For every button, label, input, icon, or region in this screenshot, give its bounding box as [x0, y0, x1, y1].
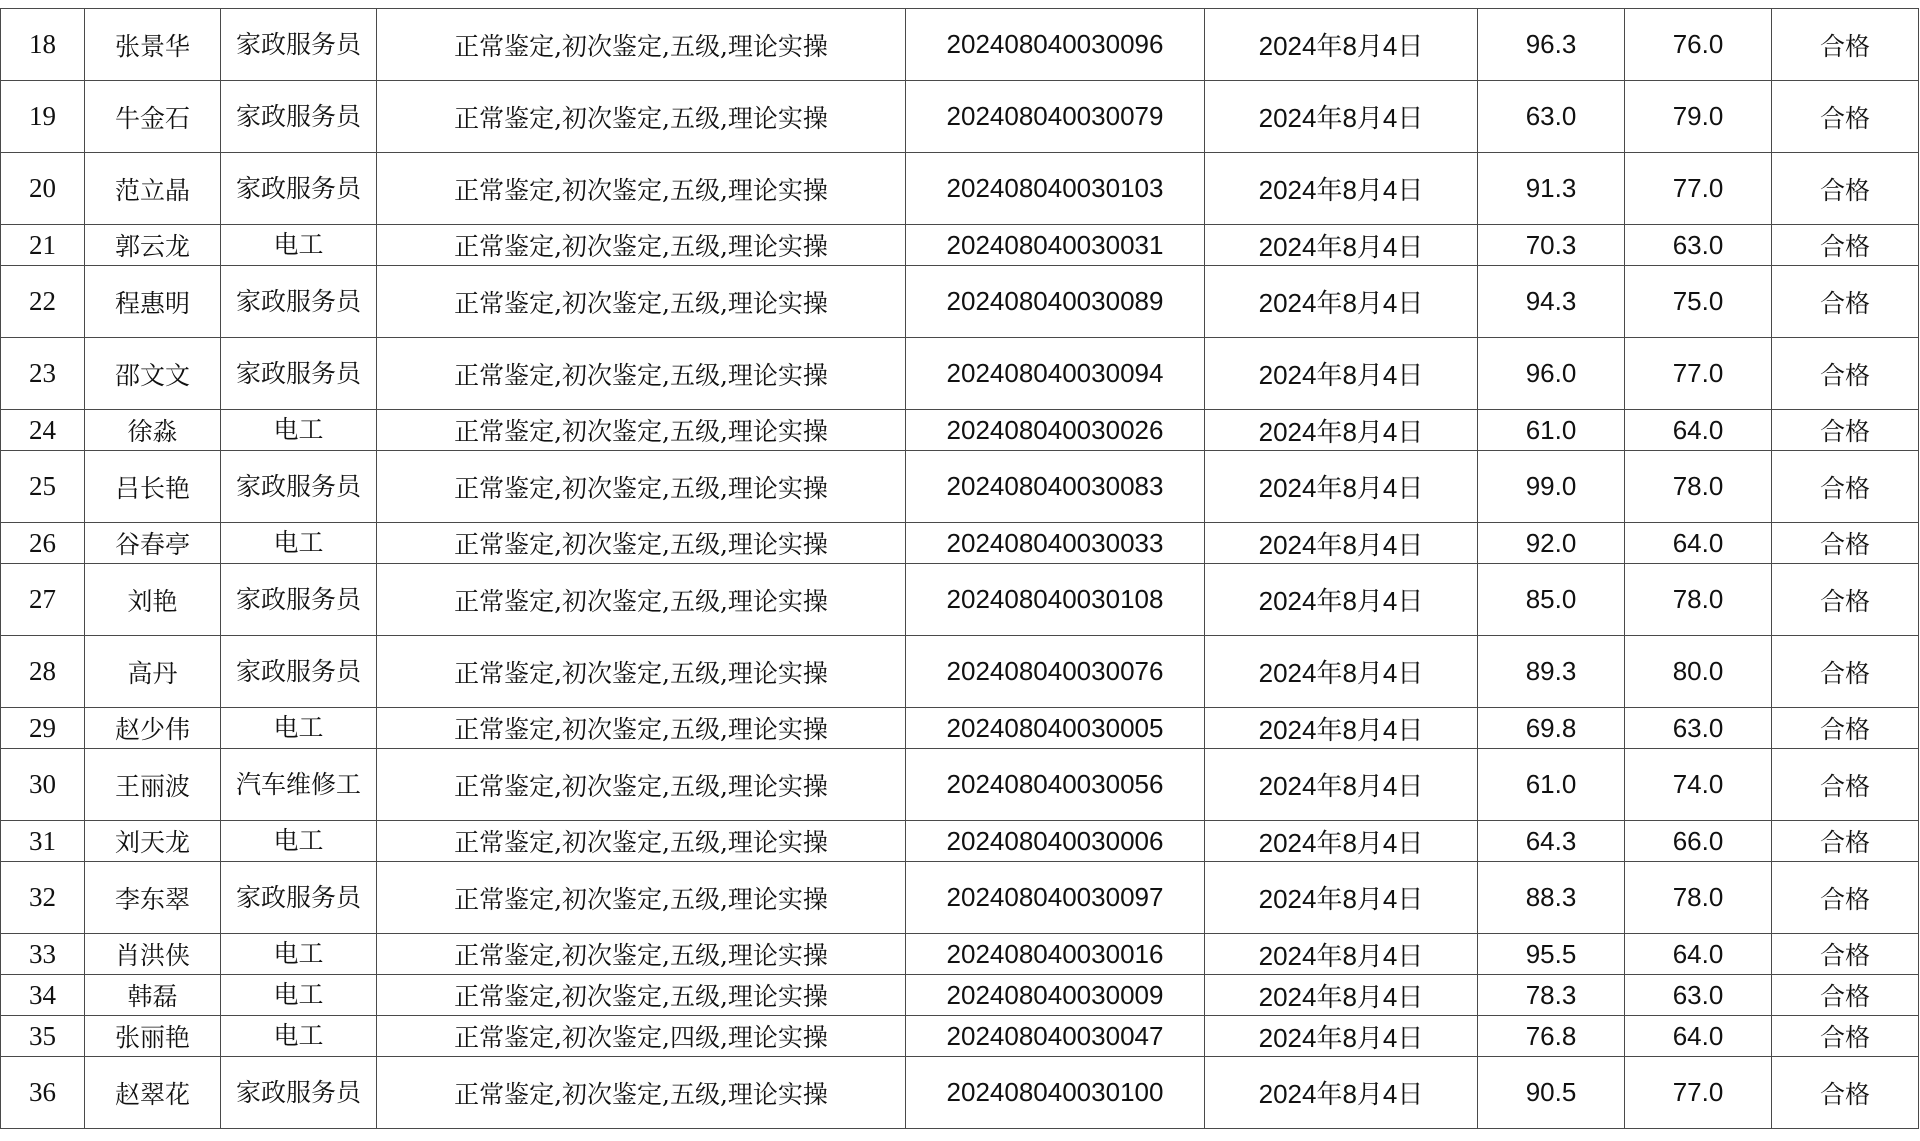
category-cell: 正常鉴定,初次鉴定,五级,理论实操	[377, 225, 906, 266]
theory-score-cell: 61.0	[1478, 749, 1625, 821]
table-row	[1, 410, 1919, 451]
certificate-number-cell: 202408040030047	[906, 1016, 1205, 1057]
result-cell: 合格	[1772, 708, 1919, 749]
date-cell: 2024年8月4日	[1205, 153, 1478, 225]
date-cell: 2024年8月4日	[1205, 266, 1478, 338]
result-cell: 合格	[1772, 81, 1919, 153]
name-cell: 高丹	[85, 636, 221, 708]
table-row	[1, 451, 1919, 523]
certificate-number-cell: 202408040030005	[906, 708, 1205, 749]
category-cell: 正常鉴定,初次鉴定,五级,理论实操	[377, 81, 906, 153]
date-cell: 2024年8月4日	[1205, 1016, 1478, 1057]
row-number-cell: 33	[1, 934, 85, 975]
table-row	[1, 153, 1919, 225]
trade-cell: 家政服务员	[221, 451, 377, 523]
table-row	[1, 225, 1919, 266]
trade-cell: 电工	[221, 975, 377, 1016]
result-cell: 合格	[1772, 1016, 1919, 1057]
table-row	[1, 862, 1919, 934]
date-cell: 2024年8月4日	[1205, 225, 1478, 266]
practice-score-cell: 79.0	[1625, 81, 1772, 153]
row-number-cell: 28	[1, 636, 85, 708]
certificate-number-cell: 202408040030103	[906, 153, 1205, 225]
name-cell: 刘天龙	[85, 821, 221, 862]
certificate-number-cell: 202408040030006	[906, 821, 1205, 862]
category-cell: 正常鉴定,初次鉴定,五级,理论实操	[377, 410, 906, 451]
row-number-cell: 29	[1, 708, 85, 749]
trade-cell: 家政服务员	[221, 9, 377, 81]
table-row	[1, 1016, 1919, 1057]
practice-score-cell: 77.0	[1625, 338, 1772, 410]
table-row	[1, 338, 1919, 410]
result-cell: 合格	[1772, 934, 1919, 975]
theory-score-cell: 69.8	[1478, 708, 1625, 749]
trade-cell: 家政服务员	[221, 1057, 377, 1129]
practice-score-cell: 77.0	[1625, 1057, 1772, 1129]
result-cell: 合格	[1772, 636, 1919, 708]
theory-score-cell: 85.0	[1478, 564, 1625, 636]
table-row	[1, 821, 1919, 862]
certificate-number-cell: 202408040030031	[906, 225, 1205, 266]
trade-cell: 电工	[221, 523, 377, 564]
table-row	[1, 564, 1919, 636]
trade-cell: 家政服务员	[221, 81, 377, 153]
category-cell: 正常鉴定,初次鉴定,五级,理论实操	[377, 862, 906, 934]
category-cell: 正常鉴定,初次鉴定,五级,理论实操	[377, 934, 906, 975]
row-number-cell: 22	[1, 266, 85, 338]
result-cell: 合格	[1772, 9, 1919, 81]
trade-cell: 电工	[221, 708, 377, 749]
certificate-number-cell: 202408040030094	[906, 338, 1205, 410]
trade-cell: 家政服务员	[221, 636, 377, 708]
row-number-cell: 25	[1, 451, 85, 523]
name-cell: 邵文文	[85, 338, 221, 410]
name-cell: 牛金石	[85, 81, 221, 153]
trade-cell: 家政服务员	[221, 338, 377, 410]
date-cell: 2024年8月4日	[1205, 81, 1478, 153]
theory-score-cell: 95.5	[1478, 934, 1625, 975]
date-cell: 2024年8月4日	[1205, 708, 1478, 749]
trade-cell: 家政服务员	[221, 153, 377, 225]
theory-score-cell: 61.0	[1478, 410, 1625, 451]
category-cell: 正常鉴定,初次鉴定,五级,理论实操	[377, 821, 906, 862]
row-number-cell: 31	[1, 821, 85, 862]
table-row	[1, 1057, 1919, 1129]
result-cell: 合格	[1772, 266, 1919, 338]
trade-cell: 电工	[221, 821, 377, 862]
result-cell: 合格	[1772, 523, 1919, 564]
certificate-number-cell: 202408040030033	[906, 523, 1205, 564]
practice-score-cell: 63.0	[1625, 708, 1772, 749]
date-cell: 2024年8月4日	[1205, 338, 1478, 410]
table-row	[1, 523, 1919, 564]
row-number-cell: 20	[1, 153, 85, 225]
result-cell: 合格	[1772, 451, 1919, 523]
row-number-cell: 18	[1, 9, 85, 81]
result-cell: 合格	[1772, 975, 1919, 1016]
practice-score-cell: 75.0	[1625, 266, 1772, 338]
row-number-cell: 36	[1, 1057, 85, 1129]
row-number-cell: 24	[1, 410, 85, 451]
practice-score-cell: 66.0	[1625, 821, 1772, 862]
result-cell: 合格	[1772, 1057, 1919, 1129]
results-table	[0, 8, 1919, 1129]
practice-score-cell: 74.0	[1625, 749, 1772, 821]
row-number-cell: 27	[1, 564, 85, 636]
theory-score-cell: 94.3	[1478, 266, 1625, 338]
trade-cell: 电工	[221, 934, 377, 975]
name-cell: 李东翠	[85, 862, 221, 934]
date-cell: 2024年8月4日	[1205, 749, 1478, 821]
theory-score-cell: 89.3	[1478, 636, 1625, 708]
date-cell: 2024年8月4日	[1205, 975, 1478, 1016]
result-cell: 合格	[1772, 749, 1919, 821]
trade-cell: 家政服务员	[221, 862, 377, 934]
practice-score-cell: 64.0	[1625, 1016, 1772, 1057]
table-row	[1, 266, 1919, 338]
theory-score-cell: 76.8	[1478, 1016, 1625, 1057]
row-number-cell: 32	[1, 862, 85, 934]
practice-score-cell: 64.0	[1625, 934, 1772, 975]
date-cell: 2024年8月4日	[1205, 934, 1478, 975]
category-cell: 正常鉴定,初次鉴定,五级,理论实操	[377, 523, 906, 564]
practice-score-cell: 80.0	[1625, 636, 1772, 708]
document-page	[0, 8, 1920, 1129]
name-cell: 张景华	[85, 9, 221, 81]
category-cell: 正常鉴定,初次鉴定,五级,理论实操	[377, 9, 906, 81]
theory-score-cell: 88.3	[1478, 862, 1625, 934]
name-cell: 郭云龙	[85, 225, 221, 266]
name-cell: 谷春亭	[85, 523, 221, 564]
name-cell: 肖洪侠	[85, 934, 221, 975]
name-cell: 刘艳	[85, 564, 221, 636]
table-row	[1, 749, 1919, 821]
date-cell: 2024年8月4日	[1205, 564, 1478, 636]
certificate-number-cell: 202408040030056	[906, 749, 1205, 821]
table-row	[1, 975, 1919, 1016]
practice-score-cell: 63.0	[1625, 225, 1772, 266]
certificate-number-cell: 202408040030089	[906, 266, 1205, 338]
date-cell: 2024年8月4日	[1205, 821, 1478, 862]
practice-score-cell: 78.0	[1625, 862, 1772, 934]
practice-score-cell: 64.0	[1625, 523, 1772, 564]
theory-score-cell: 64.3	[1478, 821, 1625, 862]
certificate-number-cell: 202408040030083	[906, 451, 1205, 523]
theory-score-cell: 63.0	[1478, 81, 1625, 153]
result-cell: 合格	[1772, 225, 1919, 266]
row-number-cell: 35	[1, 1016, 85, 1057]
name-cell: 韩磊	[85, 975, 221, 1016]
name-cell: 张丽艳	[85, 1016, 221, 1057]
category-cell: 正常鉴定,初次鉴定,五级,理论实操	[377, 708, 906, 749]
category-cell: 正常鉴定,初次鉴定,五级,理论实操	[377, 975, 906, 1016]
name-cell: 赵翠花	[85, 1057, 221, 1129]
certificate-number-cell: 202408040030079	[906, 81, 1205, 153]
row-number-cell: 23	[1, 338, 85, 410]
row-number-cell: 30	[1, 749, 85, 821]
date-cell: 2024年8月4日	[1205, 9, 1478, 81]
theory-score-cell: 91.3	[1478, 153, 1625, 225]
practice-score-cell: 78.0	[1625, 451, 1772, 523]
certificate-number-cell: 202408040030108	[906, 564, 1205, 636]
certificate-number-cell: 202408040030096	[906, 9, 1205, 81]
category-cell: 正常鉴定,初次鉴定,五级,理论实操	[377, 153, 906, 225]
certificate-number-cell: 202408040030097	[906, 862, 1205, 934]
practice-score-cell: 77.0	[1625, 153, 1772, 225]
theory-score-cell: 96.3	[1478, 9, 1625, 81]
certificate-number-cell: 202408040030026	[906, 410, 1205, 451]
result-cell: 合格	[1772, 153, 1919, 225]
theory-score-cell: 92.0	[1478, 523, 1625, 564]
table-row	[1, 636, 1919, 708]
trade-cell: 汽车维修工	[221, 749, 377, 821]
certificate-number-cell: 202408040030100	[906, 1057, 1205, 1129]
table-row	[1, 934, 1919, 975]
name-cell: 范立晶	[85, 153, 221, 225]
theory-score-cell: 90.5	[1478, 1057, 1625, 1129]
date-cell: 2024年8月4日	[1205, 862, 1478, 934]
category-cell: 正常鉴定,初次鉴定,五级,理论实操	[377, 338, 906, 410]
category-cell: 正常鉴定,初次鉴定,五级,理论实操	[377, 451, 906, 523]
name-cell: 徐淼	[85, 410, 221, 451]
trade-cell: 电工	[221, 225, 377, 266]
name-cell: 程惠明	[85, 266, 221, 338]
practice-score-cell: 64.0	[1625, 410, 1772, 451]
category-cell: 正常鉴定,初次鉴定,五级,理论实操	[377, 266, 906, 338]
row-number-cell: 26	[1, 523, 85, 564]
category-cell: 正常鉴定,初次鉴定,五级,理论实操	[377, 636, 906, 708]
table-row	[1, 9, 1919, 81]
date-cell: 2024年8月4日	[1205, 451, 1478, 523]
results-table-body	[1, 9, 1919, 1129]
category-cell: 正常鉴定,初次鉴定,四级,理论实操	[377, 1016, 906, 1057]
certificate-number-cell: 202408040030016	[906, 934, 1205, 975]
certificate-number-cell: 202408040030009	[906, 975, 1205, 1016]
trade-cell: 家政服务员	[221, 564, 377, 636]
trade-cell: 家政服务员	[221, 266, 377, 338]
name-cell: 赵少伟	[85, 708, 221, 749]
practice-score-cell: 78.0	[1625, 564, 1772, 636]
date-cell: 2024年8月4日	[1205, 410, 1478, 451]
name-cell: 王丽波	[85, 749, 221, 821]
theory-score-cell: 99.0	[1478, 451, 1625, 523]
row-number-cell: 34	[1, 975, 85, 1016]
result-cell: 合格	[1772, 338, 1919, 410]
theory-score-cell: 70.3	[1478, 225, 1625, 266]
table-row	[1, 708, 1919, 749]
result-cell: 合格	[1772, 862, 1919, 934]
date-cell: 2024年8月4日	[1205, 1057, 1478, 1129]
date-cell: 2024年8月4日	[1205, 636, 1478, 708]
theory-score-cell: 78.3	[1478, 975, 1625, 1016]
trade-cell: 电工	[221, 410, 377, 451]
practice-score-cell: 63.0	[1625, 975, 1772, 1016]
theory-score-cell: 96.0	[1478, 338, 1625, 410]
category-cell: 正常鉴定,初次鉴定,五级,理论实操	[377, 1057, 906, 1129]
row-number-cell: 19	[1, 81, 85, 153]
result-cell: 合格	[1772, 564, 1919, 636]
trade-cell: 电工	[221, 1016, 377, 1057]
result-cell: 合格	[1772, 821, 1919, 862]
category-cell: 正常鉴定,初次鉴定,五级,理论实操	[377, 564, 906, 636]
practice-score-cell: 76.0	[1625, 9, 1772, 81]
category-cell: 正常鉴定,初次鉴定,五级,理论实操	[377, 749, 906, 821]
name-cell: 吕长艳	[85, 451, 221, 523]
row-number-cell: 21	[1, 225, 85, 266]
certificate-number-cell: 202408040030076	[906, 636, 1205, 708]
table-row	[1, 81, 1919, 153]
date-cell: 2024年8月4日	[1205, 523, 1478, 564]
result-cell: 合格	[1772, 410, 1919, 451]
